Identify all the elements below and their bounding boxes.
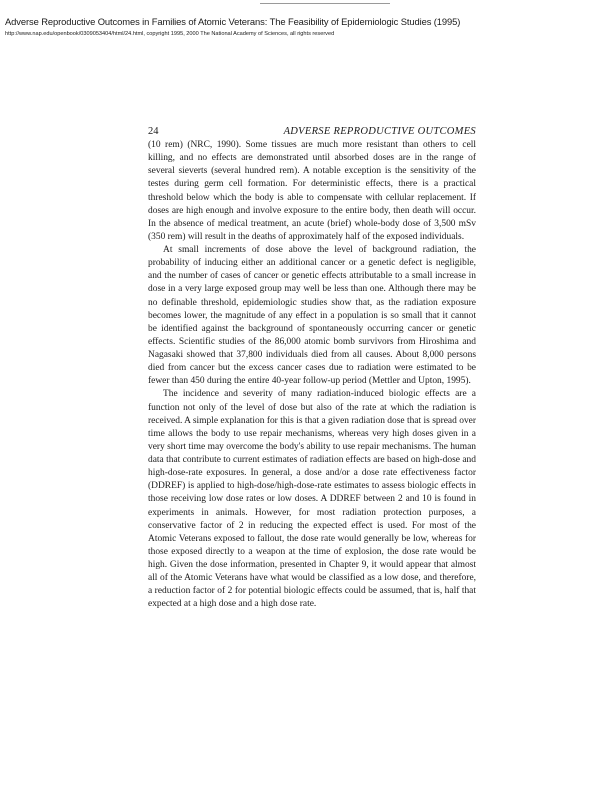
source-url: http://www.nap.edu/openbook/0309053404/html/24.html, copyright 1995, 2000 The National Academy of Sciences, all rights reserved <box>5 31 335 37</box>
top-divider <box>260 3 390 4</box>
page-number: 24 <box>148 126 159 137</box>
paragraph-1: (10 rem) (NRC, 1990). Some tissues are much more resistant than others to cell killing, and no effects are demonstrated until absorbed doses are in the range of several sieverts (several hundred rem). A notable exception is the sensitivity of the testes during germ cell formation. For deterministic effects, there is a practical threshold below which the body is able to compensate with cellular replacement. If doses are high enough and involve exposure to the entire body, then death will occur. In the absence of medical treatment, an acute (brief) whole-body dose of 3,500 mSv (350 rem) will result in the deaths of approximately half of the exposed individuals. <box>148 140 476 242</box>
body-text <box>148 139 476 612</box>
paragraph-3: The incidence and severity of many radiation-induced biologic effects are a function not only of the level of dose but also of the rate at which the radiation is received. A simple explanation for this is that a given radiation dose that is spread over time allows the body to use repair mechanisms, whereas very high doses given in a very short time may overcome the body's ability to use repair mechanisms. The human data that contribute to current estimates of radiation effects are based on high-dose and high-dose-rate exposures. In general, a dose and/or a dose rate effectiveness factor (DDREF) is applied to high-dose/high-dose-rate estimates to assess biologic effects in those receiving low dose rates or low doses. A DDREF between 2 and 10 is found in experiments in animals. However, for most radiation protection purposes, a conservative factor of 2 in reducing the expected effect is used. For most of the Atomic Veterans exposed to fallout, the dose rate would generally be low, whereas for those exposed directly to a weapon at the time of explosion, the dose rate would be high. Given the dose information, presented in Chapter 9, it would appear that almost all of the Atomic Veterans have what would be classified as a low dose, and therefore, a reduction factor of 2 for potential biologic effects could be assumed, that is, half that expected at a high dose and a high dose rate. <box>148 389 476 610</box>
running-title: ADVERSE REPRODUCTIVE OUTCOMES <box>283 126 476 137</box>
source-title: Adverse Reproductive Outcomes in Families of Atomic Veterans: The Feasibility of Epidemiologic Studies (1995) <box>5 16 461 27</box>
paragraph-2: At small increments of dose above the level of background radiation, the probability of inducing either an additional cancer or a genetic defect is negligible, and the number of cases of cancer or genetic effects attributable to a small increase in dose in a very large exposed group may well be less than one. Although there may be no definable threshold, epidemiologic studies show that, as the radiation exposure becomes lower, the magnitude of any effect in a population is so small that it cannot be identified against the background of spontaneously occurring cancer or genetic effects. Scientific studies of the 86,000 atomic bomb survivors from Hiroshima and Nagasaki showed that 37,800 individuals died from all causes. About 8,000 persons died from cancer but the excess cancer cases due to radiation were estimated to be fewer than 450 during the entire 40-year follow-up period (Mettler and Upton, 1995). <box>148 245 476 387</box>
